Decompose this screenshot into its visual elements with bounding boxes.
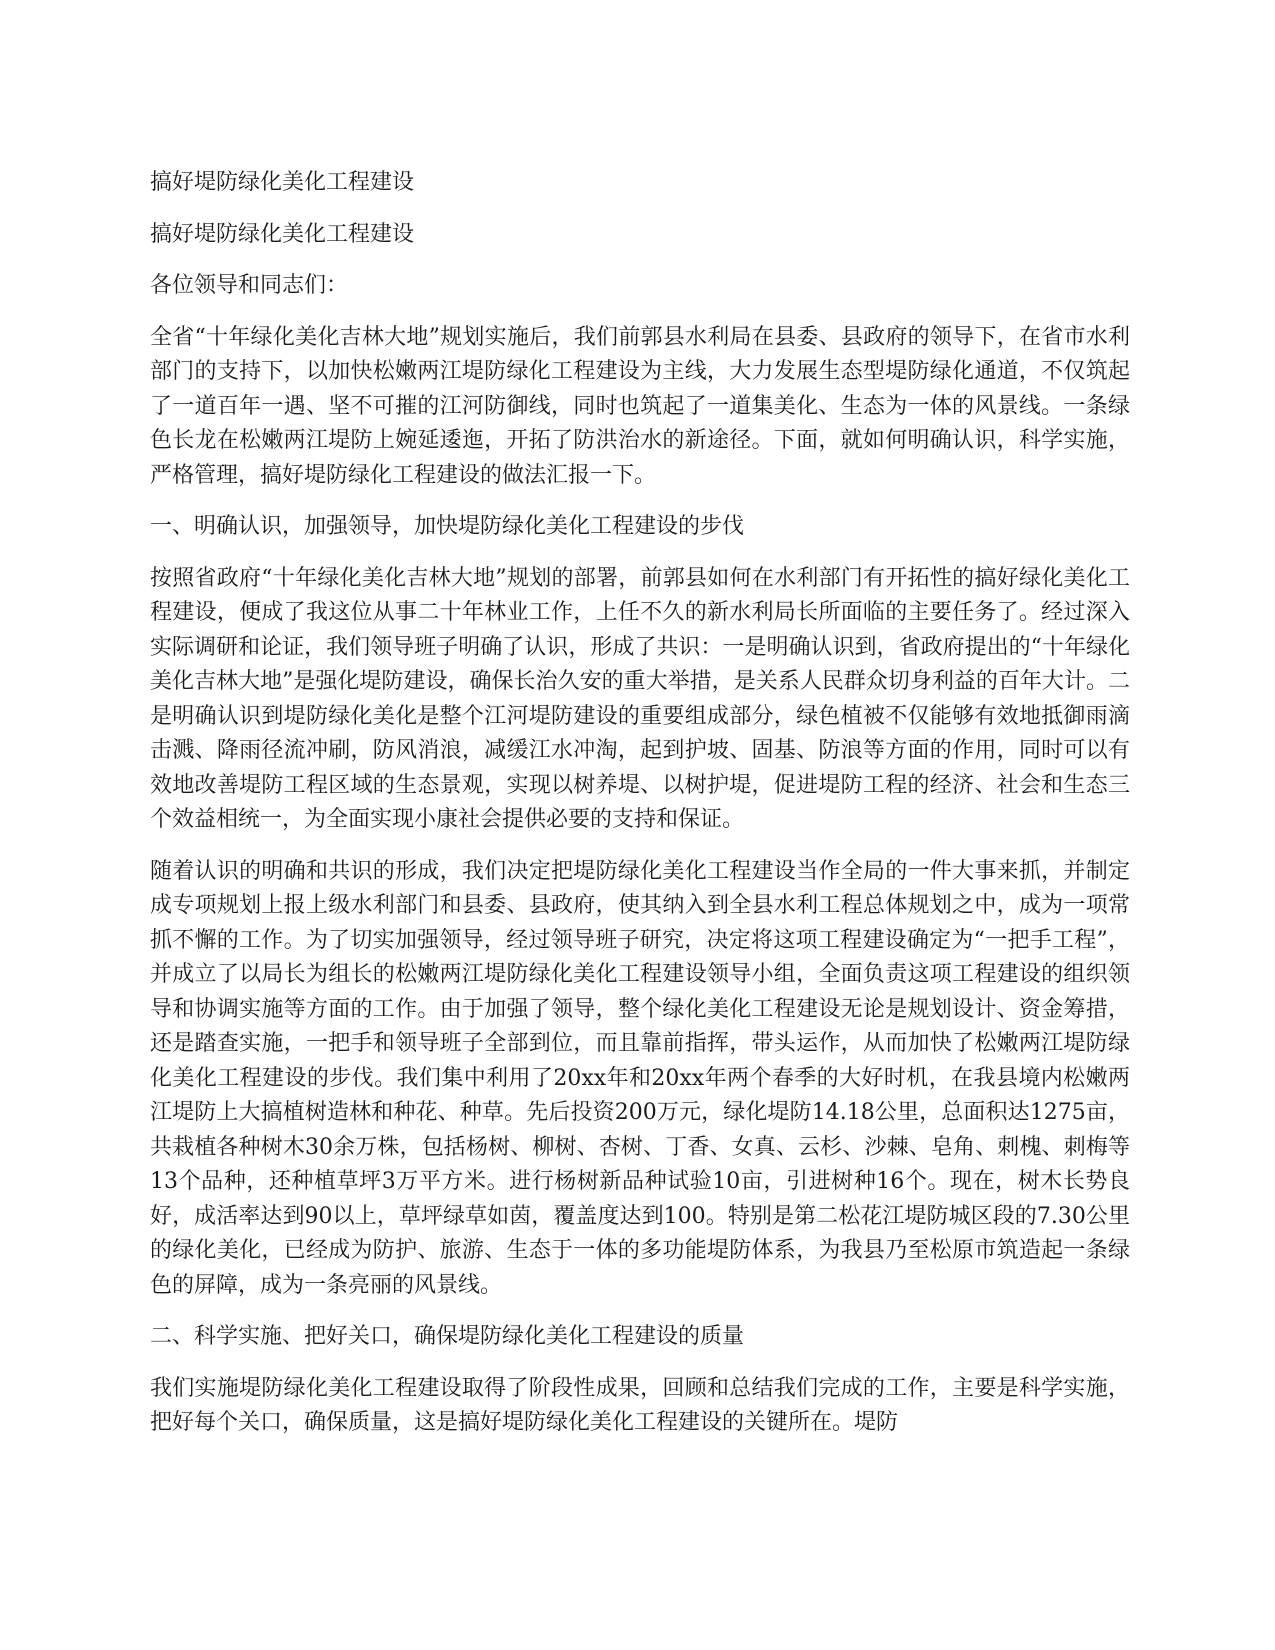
intro-paragraph: 全省“十年绿化美化吉林大地”规划实施后，我们前郭县水利局在县委、县政府的领导下，在省市水利部门的支持下，以加快松嫩两江堤防绿化工程建设为主线，大力发展生态型堤防绿化通道，不仅筑起了一道百年一遇、坚不可摧的江河防御线，同时也筑起了一道集美化、生态为一体的风景线。一条绿色长龙在松嫩两江堤防上婉延逶迤，开拓了防洪治水的新途径。下面，就如何明确认识，科学实施，严格管理，搞好堤防绿化工程建设的做法汇报一下。 [150,324,1130,488]
document-title: 搞好堤防绿化美化工程建设 [150,170,415,195]
section-1-heading: 一、明确认识，加强领导，加快堤防绿化美化工程建设的步伐 [150,514,745,539]
document-subtitle: 搞好堤防绿化美化工程建设 [150,221,415,247]
salutation: 各位领导和同志们： [150,273,349,298]
document-page [150,166,1130,1458]
section-2-heading: 二、科学实施、把好关口，确保堤防绿化美化工程建设的质量 [150,1324,745,1349]
section-1-paragraph-1: 按照省政府“十年绿化美化吉林大地”规划的部署，前郭县如何在水利部门有开拓性的搞好绿化美化工程建设，便成了我这位从事二十年林业工作，上任不久的新水利局长所面临的主要任务了。经过深入实际调研和论证，我们领导班子明确了认识，形成了共识：一是明确认识到，省政府提出的“十年绿化美化吉林大地”是强化堤防建设，确保长治久安的重大举措，是关系人民群众切身利益的百年大计。二是明确认识到堤防绿化美化是整个江河堤防建设的重要组成部分，绿色植被不仅能够有效地抵御雨滴击溅、降雨径流冲刷，防风消浪，减缓江水冲淘，起到护坡、固基、防浪等方面的作用，同时可以有效地改善堤防工程区域的生态景观，实现以树养堤、以树护堤，促进堤防工程的经济、社会和生态三个效益相统一，为全面实现小康社会提供必要的支持和保证。 [150,565,1130,832]
section-2-paragraph-1: 我们实施堤防绿化美化工程建设取得了阶段性成果，回顾和总结我们完成的工作，主要是科学实施，把好每个关口，确保质量，这是搞好堤防绿化美化工程建设的关键所在。堤防 [150,1375,1130,1435]
section-1-paragraph-2: 随着认识的明确和共识的形成，我们决定把堤防绿化美化工程建设当作全局的一件大事来抓，并制定成专项规划上报上级水利部门和县委、县政府，使其纳入到全县水利工程总体规划之中，成为一项常抓不懈的工作。为了切实加强领导，经过领导班子研究，决定将这项工程建设确定为“一把手工程”，并成立了以局长为组长的松嫩两江堤防绿化美化工程建设领导小组，全面负责这项工程建设的组织领导和协调实施等方面的工作。由于加强了领导，整个绿化美化工程建设无论是规划设计、资金筹措，还是踏查实施，一把手和领导班子全部到位，而且靠前指挥，带头运作，从而加快了松嫩两江堤防绿化美化工程建设的步伐。我们集中利用了20xx年和20xx年两个春季的大好时机，在我县境内松嫩两江堤防上大搞植树造林和种花、种草。先后投资200万元，绿化堤防14.18公里，总面积达1275亩，共栽植各种树木30余万株，包括杨树、柳树、杏树、丁香、女真、云杉、沙棘、皂角、刺槐、刺梅等13个品种，还种植草坪3万平方米。进行杨树新品种试验10亩，引进树种16个。现在，树木长势良好，成活率达到90以上，草坪绿草如茵，覆盖度达到100。特别是第二松花江堤防城区段的7.30公里的绿化美化，已经成为防护、旅游、生态于一体的多功能堤防体系，为我县乃至松原市筑造起一条绿色的屏障，成为一条亮丽的风景线。 [150,858,1130,1298]
